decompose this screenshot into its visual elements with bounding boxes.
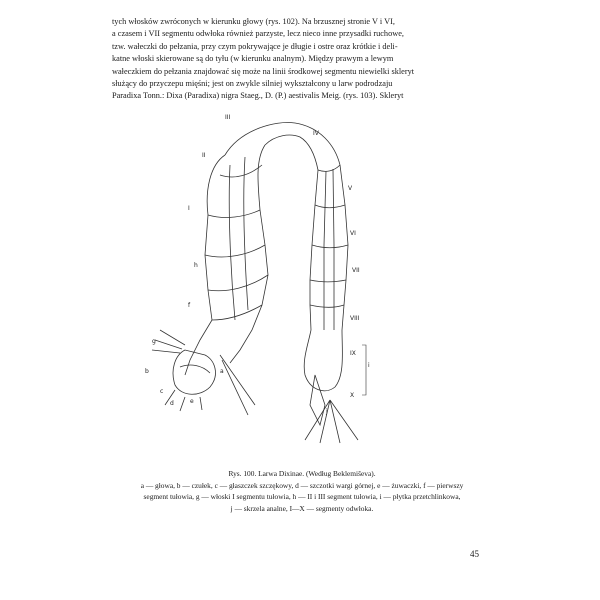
label-j: j [326, 408, 328, 415]
label-IX: IX [350, 350, 356, 357]
label-V: V [348, 185, 353, 192]
label-VI: VI [350, 230, 356, 237]
label-i-right: i [368, 362, 370, 369]
text-line: tzw. wałeczki do pełzania, przy czym pokrywające je długie i ostre oraz krótkie i deli- [112, 41, 398, 51]
text-line: a czasem i VII segmentu odwłoka również parzyste, lecz nieco inne przysadki ruchowe, [112, 29, 404, 39]
caption-line: a — głowa, b — czułek, c — głaszczek szczękowy, d — szczotki wargi górnej, e — żuwaczki, f — pierwszy [140, 481, 464, 491]
text-line: tych włosków zwróconych w kierunku głowy (rys. 102). Na brzusznej stronie V i VI, [112, 17, 395, 26]
caption-line: segment tułowia, g — włoski I segmentu tułowia, h — II i III segment tułowia, i — płytka przetchlinkowa, [143, 492, 461, 502]
label-II: II [202, 152, 206, 159]
label-c: c [160, 388, 164, 395]
label-b: b [145, 368, 149, 375]
label-g: g [152, 338, 156, 345]
label-I: I [188, 205, 190, 212]
larva-drawing [130, 105, 390, 460]
label-VII: VII [352, 267, 360, 274]
larva-illustration [130, 105, 390, 460]
label-e: e [190, 398, 194, 405]
text-line: Paradixa Tonn.: Dixa (Paradixa) nigra Staeg., D. (P.) aestivalis Meig. (rys. 103). Skleryt [112, 91, 404, 101]
label-f: f [188, 302, 191, 309]
label-d: d [170, 400, 174, 407]
caption-line: j — skrzela analne, I—X — segmenty odwłoka. [230, 503, 374, 513]
label-IV: IV [313, 130, 319, 137]
text-line: wałeczkiem do pełzania znajdować się może na linii środkowej segmentu niewielki skleryt [112, 66, 415, 76]
label-a: a [220, 368, 224, 375]
page-number: 45 [470, 549, 479, 559]
text-line: katne włoski skierowane są do tyłu (w kierunku analnym). Między prawym a lewym [112, 54, 394, 64]
label-VIII: VIII [350, 315, 360, 322]
caption-title: Rys. 100. Larwa Dixinae. (Według Beklemiševa). [228, 469, 376, 478]
body-paragraph [112, 16, 492, 103]
label-X: X [350, 392, 355, 399]
label-III: III [225, 114, 231, 121]
figure-caption [112, 468, 492, 514]
label-h: h [194, 262, 198, 269]
text-line: służący do przyczepu mięśni; jest on zwykle silniej wykształcony u larw podrodzaju [112, 79, 393, 89]
